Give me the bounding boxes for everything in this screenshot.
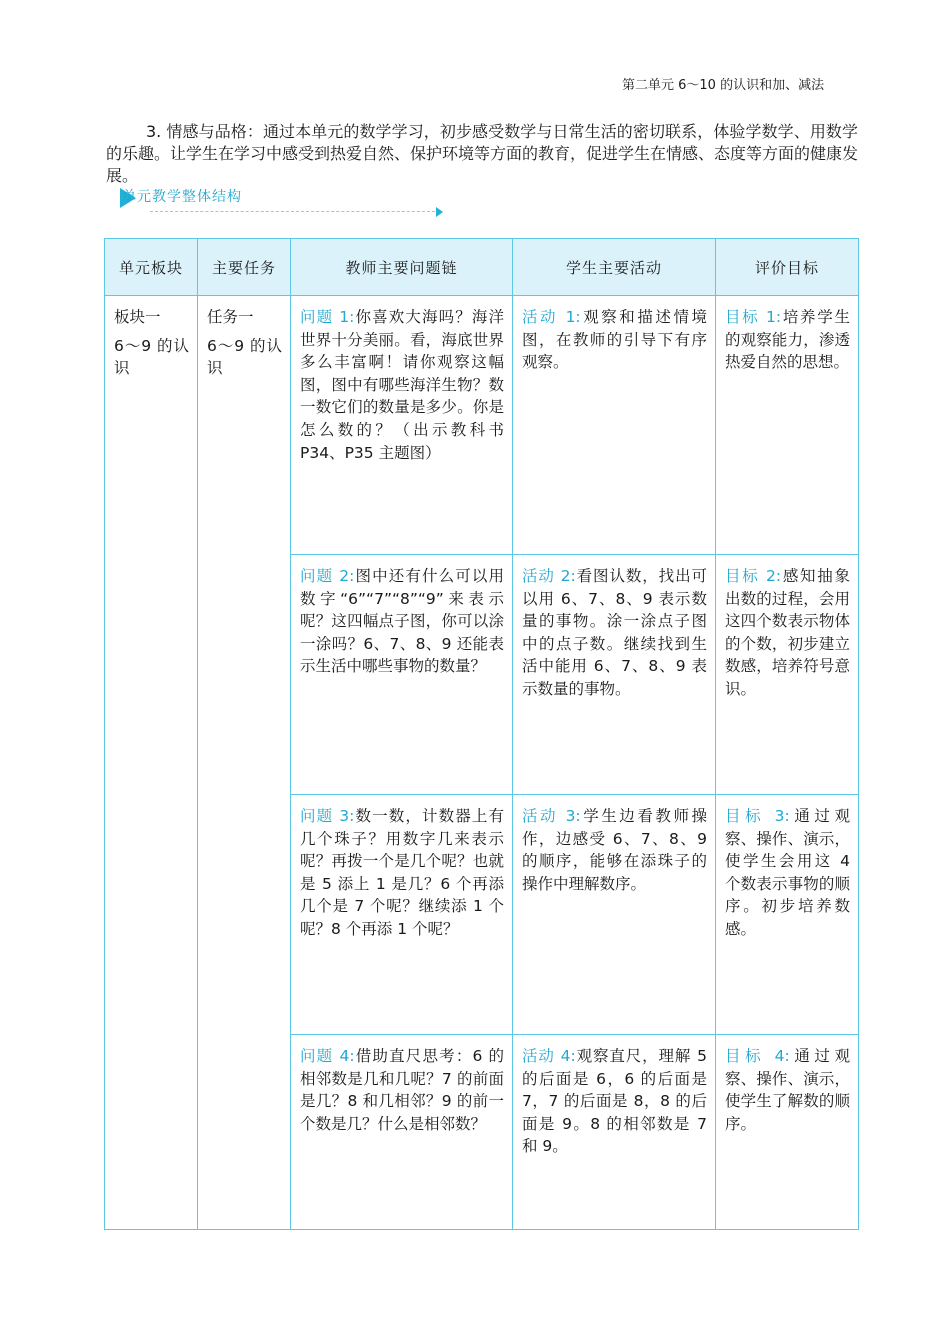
activity-label: 活动 4: [522, 1047, 576, 1065]
activity-text: 观察直尺，理解 5 的后面是 6，6 的后面是 7，7 的后面是 8，8 的后面是 9。8 的相邻数是 7 和 9。 [522, 1047, 707, 1156]
goal-cell [716, 555, 859, 795]
main-task-topic: 6～9 的认识 [207, 336, 282, 378]
header-main-task: 主要任务 [198, 239, 291, 296]
question-label: 问题 1: [300, 308, 355, 326]
activity-label: 活动 1: [522, 308, 581, 326]
header-unit-block: 单元板块 [105, 239, 198, 296]
activity-text: 观察和描述情境图，在教师的引导下有序观察。 [522, 308, 707, 372]
activity-cell [513, 1035, 716, 1230]
goal-text: 通过观察、操作、演示，使学生会用这 4 个数表示事物的顺序。初步培养数感。 [725, 807, 850, 938]
goal-text: 培养学生的观察能力，渗透热爱自然的思想。 [725, 308, 850, 372]
banner-arrow-icon [436, 207, 443, 217]
goal-text: 感知抽象出数的过程，会用这四个数表示物体的个数，初步建立数感，培养符号意识。 [725, 567, 850, 698]
intro-paragraph: 3. 情感与品格：通过本单元的数学学习，初步感受数学与日常生活的密切联系，体验学数学、用数学的乐趣。让学生在学习中感受到热爱自然、保护环境等方面的教育，促进学生在情感、态度等方面的健康发展。 [106, 122, 859, 185]
table-row [105, 296, 859, 555]
question-text: 图中还有什么可以用数字“6”“7”“8”“9”来表示呢？这四幅点子图，你可以涂一涂吗？6、7、8、9 还能表示生活中哪些事物的数量？ [300, 567, 504, 676]
question-cell [291, 296, 513, 555]
section-banner [120, 184, 330, 220]
header-evaluation-goal: 评价目标 [716, 239, 859, 296]
table-header-row [105, 239, 859, 296]
goal-cell [716, 1035, 859, 1230]
question-cell [291, 795, 513, 1035]
unit-structure-table [104, 238, 859, 1230]
question-cell [291, 1035, 513, 1230]
main-task-cell [198, 296, 291, 1230]
goal-label: 目标 1: [725, 308, 782, 326]
activity-label: 活动 3: [522, 807, 581, 825]
header-student-activity: 学生主要活动 [513, 239, 716, 296]
unit-block-cell [105, 296, 198, 1230]
running-head: 第二单元 6～10 的认识和加、减法 [622, 78, 825, 93]
main-task-label: 任务一 [207, 308, 254, 326]
goal-cell [716, 795, 859, 1035]
goal-label: 目标 4: [725, 1047, 790, 1065]
goal-cell [716, 296, 859, 555]
banner-divider [150, 211, 440, 212]
header-question-chain: 教师主要问题链 [291, 239, 513, 296]
activity-cell [513, 555, 716, 795]
question-text: 你喜欢大海吗？海洋世界十分美丽。看，海底世界多么丰富啊！请你观察这幅图，图中有哪些海洋生物？数一数它们的数量是多少。你是怎么数的？（出示教科书 P34、P35 主题图） [300, 308, 504, 462]
unit-block-label: 板块一 [114, 308, 161, 326]
activity-label: 活动 2: [522, 567, 576, 585]
activity-cell [513, 795, 716, 1035]
question-label: 问题 4: [300, 1047, 355, 1065]
section-title: 单元教学整体结构 [122, 189, 242, 205]
goal-text: 通过观察、操作、演示，使学生了解数的顺序。 [725, 1047, 850, 1133]
question-text: 借助直尺思考：6 的相邻数是几和几呢？7 的前面是几？8 和几相邻？9 的前一个数是几？什么是相邻数？ [300, 1047, 504, 1133]
activity-text: 学生边看教师操作，边感受 6、7、8、9 的顺序，能够在添珠子的操作中理解数序。 [522, 807, 707, 893]
goal-label: 目标 2: [725, 567, 782, 585]
question-label: 问题 3: [300, 807, 355, 825]
question-cell [291, 555, 513, 795]
activity-text: 看图认数，找出可以用 6、7、8、9 表示数量的事物。涂一涂点子图中的点子数。继续找到生活中能用 6、7、8、9 表示数量的事物。 [522, 567, 707, 698]
unit-block-topic: 6～9 的认识 [114, 336, 189, 378]
activity-cell [513, 296, 716, 555]
question-text: 数一数，计数器上有几个珠子？用数字几来表示呢？再拨一个是几个呢？也就是 5 添上 1 是几？6 个再添几个是 7 个呢？继续添 1 个呢？8 个再添 1 个呢？ [300, 807, 504, 938]
question-label: 问题 2: [300, 567, 355, 585]
goal-label: 目标 3: [725, 807, 790, 825]
